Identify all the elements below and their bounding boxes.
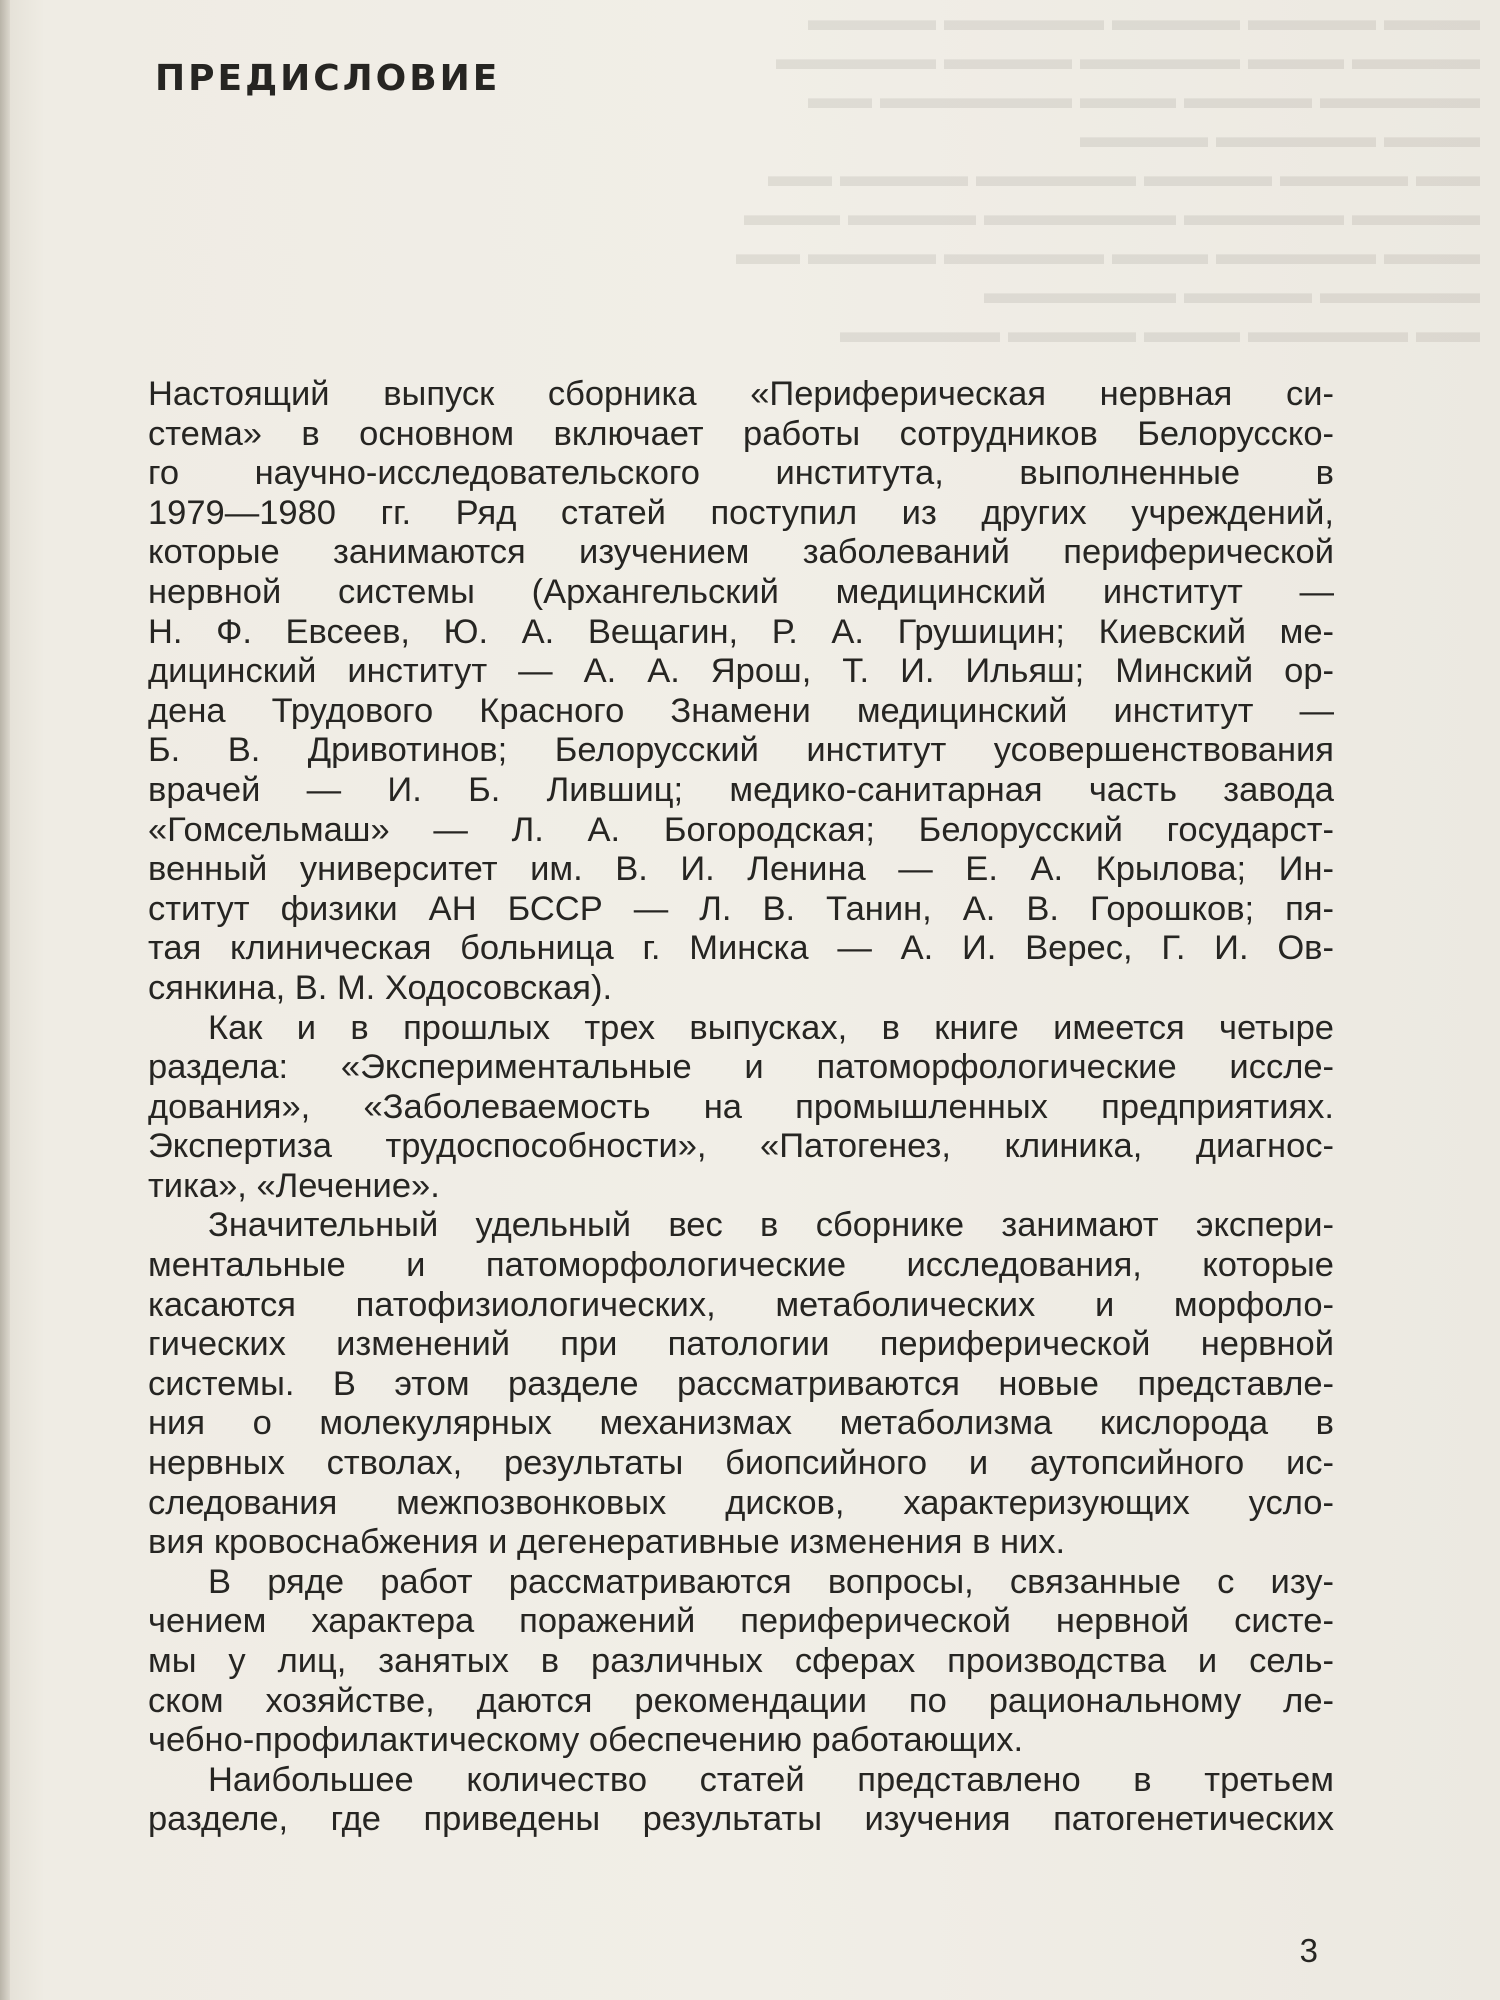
text-line: разделе, где приведены результаты изучения патогенетических	[148, 1800, 1334, 1839]
text-line: касаются патофизиологических, метаболических и морфоло-	[148, 1285, 1334, 1324]
text-line: Значительный удельный вес в сборнике занимают экспери-	[208, 1206, 1334, 1245]
text-line: раздела: «Экспериментальные и патоморфологические иссле-	[148, 1048, 1334, 1087]
text-line: 1979—1980 гг. Ряд статей поступил из других учреждений,	[148, 493, 1334, 532]
text-line: гических изменений при патологии периферической нервной	[148, 1325, 1334, 1364]
page-binding-edge	[0, 0, 10, 2000]
page-number: 3	[1299, 1932, 1318, 1969]
text-line: В ряде работ рассматриваются вопросы, связанные с изу-	[208, 1562, 1334, 1601]
text-line: чением характера поражений периферической нервной систе-	[148, 1602, 1334, 1641]
text-line: Наибольшее количество статей представлено в третьем	[208, 1760, 1334, 1799]
page-title: ПРЕДИСЛОВИЕ	[155, 58, 501, 99]
text-line: которые занимаются изучением заболеваний периферической	[148, 533, 1334, 572]
text-line: ментальные и патоморфологические исследования, которые	[148, 1246, 1334, 1285]
text-line: следования межпозвонковых дисков, характеризующих усло-	[148, 1483, 1334, 1522]
text-line: Н. Ф. Евсеев, Ю. А. Вещагин, Р. А. Грушицин; Киевский ме-	[148, 612, 1334, 651]
paragraph	[148, 1563, 1334, 1761]
bleed-through-texture: ▬▬▬ ▬▬▬▬ ▬▬▬▬ ▬▬▬▬▬ ▬▬▬▬ ▬▬▬▬ ▬▬▬ ▬▬▬▬▬ ▬▬▬▬ ▬▬▬▬▬ ▬▬▬▬▬ ▬▬▬▬ ▬▬▬ ▬▬▬▬▬▬ ▬▬ ▬▬▬ ▬▬▬▬▬ ▬▬▬▬ ▬▬ ▬▬▬▬ ▬▬▬▬ ▬▬▬▬▬ ▬▬▬▬ ▬▬ ▬▬▬▬ ▬▬▬▬▬ ▬▬▬▬▬▬ ▬▬▬▬ ▬▬▬ ▬▬▬ ▬▬▬▬▬ ▬▬▬ ▬▬▬▬▬ ▬▬▬▬ ▬▬ ▬▬▬▬▬ ▬▬▬▬ ▬▬▬▬▬▬ ▬▬ ▬▬▬▬▬ ▬▬▬ ▬▬▬▬ ▬▬▬▬▬	[736, 1, 1480, 349]
text-line: чебно-профилактическому обеспечению работающих.	[148, 1721, 1024, 1760]
text-line: стема» в основном включает работы сотрудников Белорусско-	[148, 414, 1334, 453]
text-line: нервных стволах, результаты биопсийного и аутопсийного ис-	[148, 1444, 1334, 1483]
text-line: вия кровоснабжения и дегенеративные изменения в них.	[148, 1523, 1066, 1562]
paragraph	[148, 1009, 1334, 1207]
paragraph	[148, 1761, 1334, 1840]
text-line: нервной системы (Архангельский медицинский институт —	[148, 572, 1334, 611]
text-line: Настоящий выпуск сборника «Периферическая нервная си-	[148, 375, 1334, 413]
text-line: ском хозяйстве, даются рекомендации по рациональному ле-	[148, 1681, 1334, 1720]
text-line: Как и в прошлых трех выпусках, в книге имеется четыре	[208, 1008, 1334, 1047]
text-line: Б. В. Дривотинов; Белорусский институт усовершенствования	[148, 731, 1334, 770]
text-line: дицинский институт — А. А. Ярош, Т. И. Ильяш; Минский ор-	[148, 652, 1334, 691]
text-line: системы. В этом разделе рассматриваются новые представле-	[148, 1364, 1334, 1403]
text-line: мы у лиц, занятых в различных сферах производства и сель-	[148, 1642, 1334, 1680]
text-line: «Гомсельмаш» — Л. А. Богородская; Белорусский государст-	[148, 810, 1334, 849]
paragraph	[148, 1206, 1334, 1562]
text-line: ния о молекулярных механизмах метаболизма кислорода в	[148, 1404, 1334, 1443]
text-line: сянкина, В. М. Ходосовская).	[148, 968, 613, 1007]
paragraph	[148, 375, 1334, 1009]
text-line: тая клиническая больница г. Минска — А. И. Верес, Г. И. Ов-	[148, 929, 1334, 968]
text-line: венный университет им. В. И. Ленина — Е. А. Крылова; Ин-	[148, 850, 1334, 889]
preface-body	[148, 375, 1334, 1840]
text-line: го научно-исследовательского института, выполненные в	[148, 454, 1334, 493]
text-line: дования», «Заболеваемость на промышленных предприятиях.	[148, 1087, 1334, 1126]
text-line: тика», «Лечение».	[148, 1166, 440, 1205]
text-line: ститут физики АН БССР — Л. В. Танин, А. В. Горошков; пя-	[148, 889, 1334, 928]
text-line: врачей — И. Б. Лившиц; медико-санитарная часть завода	[148, 770, 1334, 809]
text-line: дена Трудового Красного Знамени медицинский институт —	[148, 691, 1334, 730]
text-line: Экспертиза трудоспособности», «Патогенез, клиника, диагнос-	[148, 1127, 1334, 1166]
